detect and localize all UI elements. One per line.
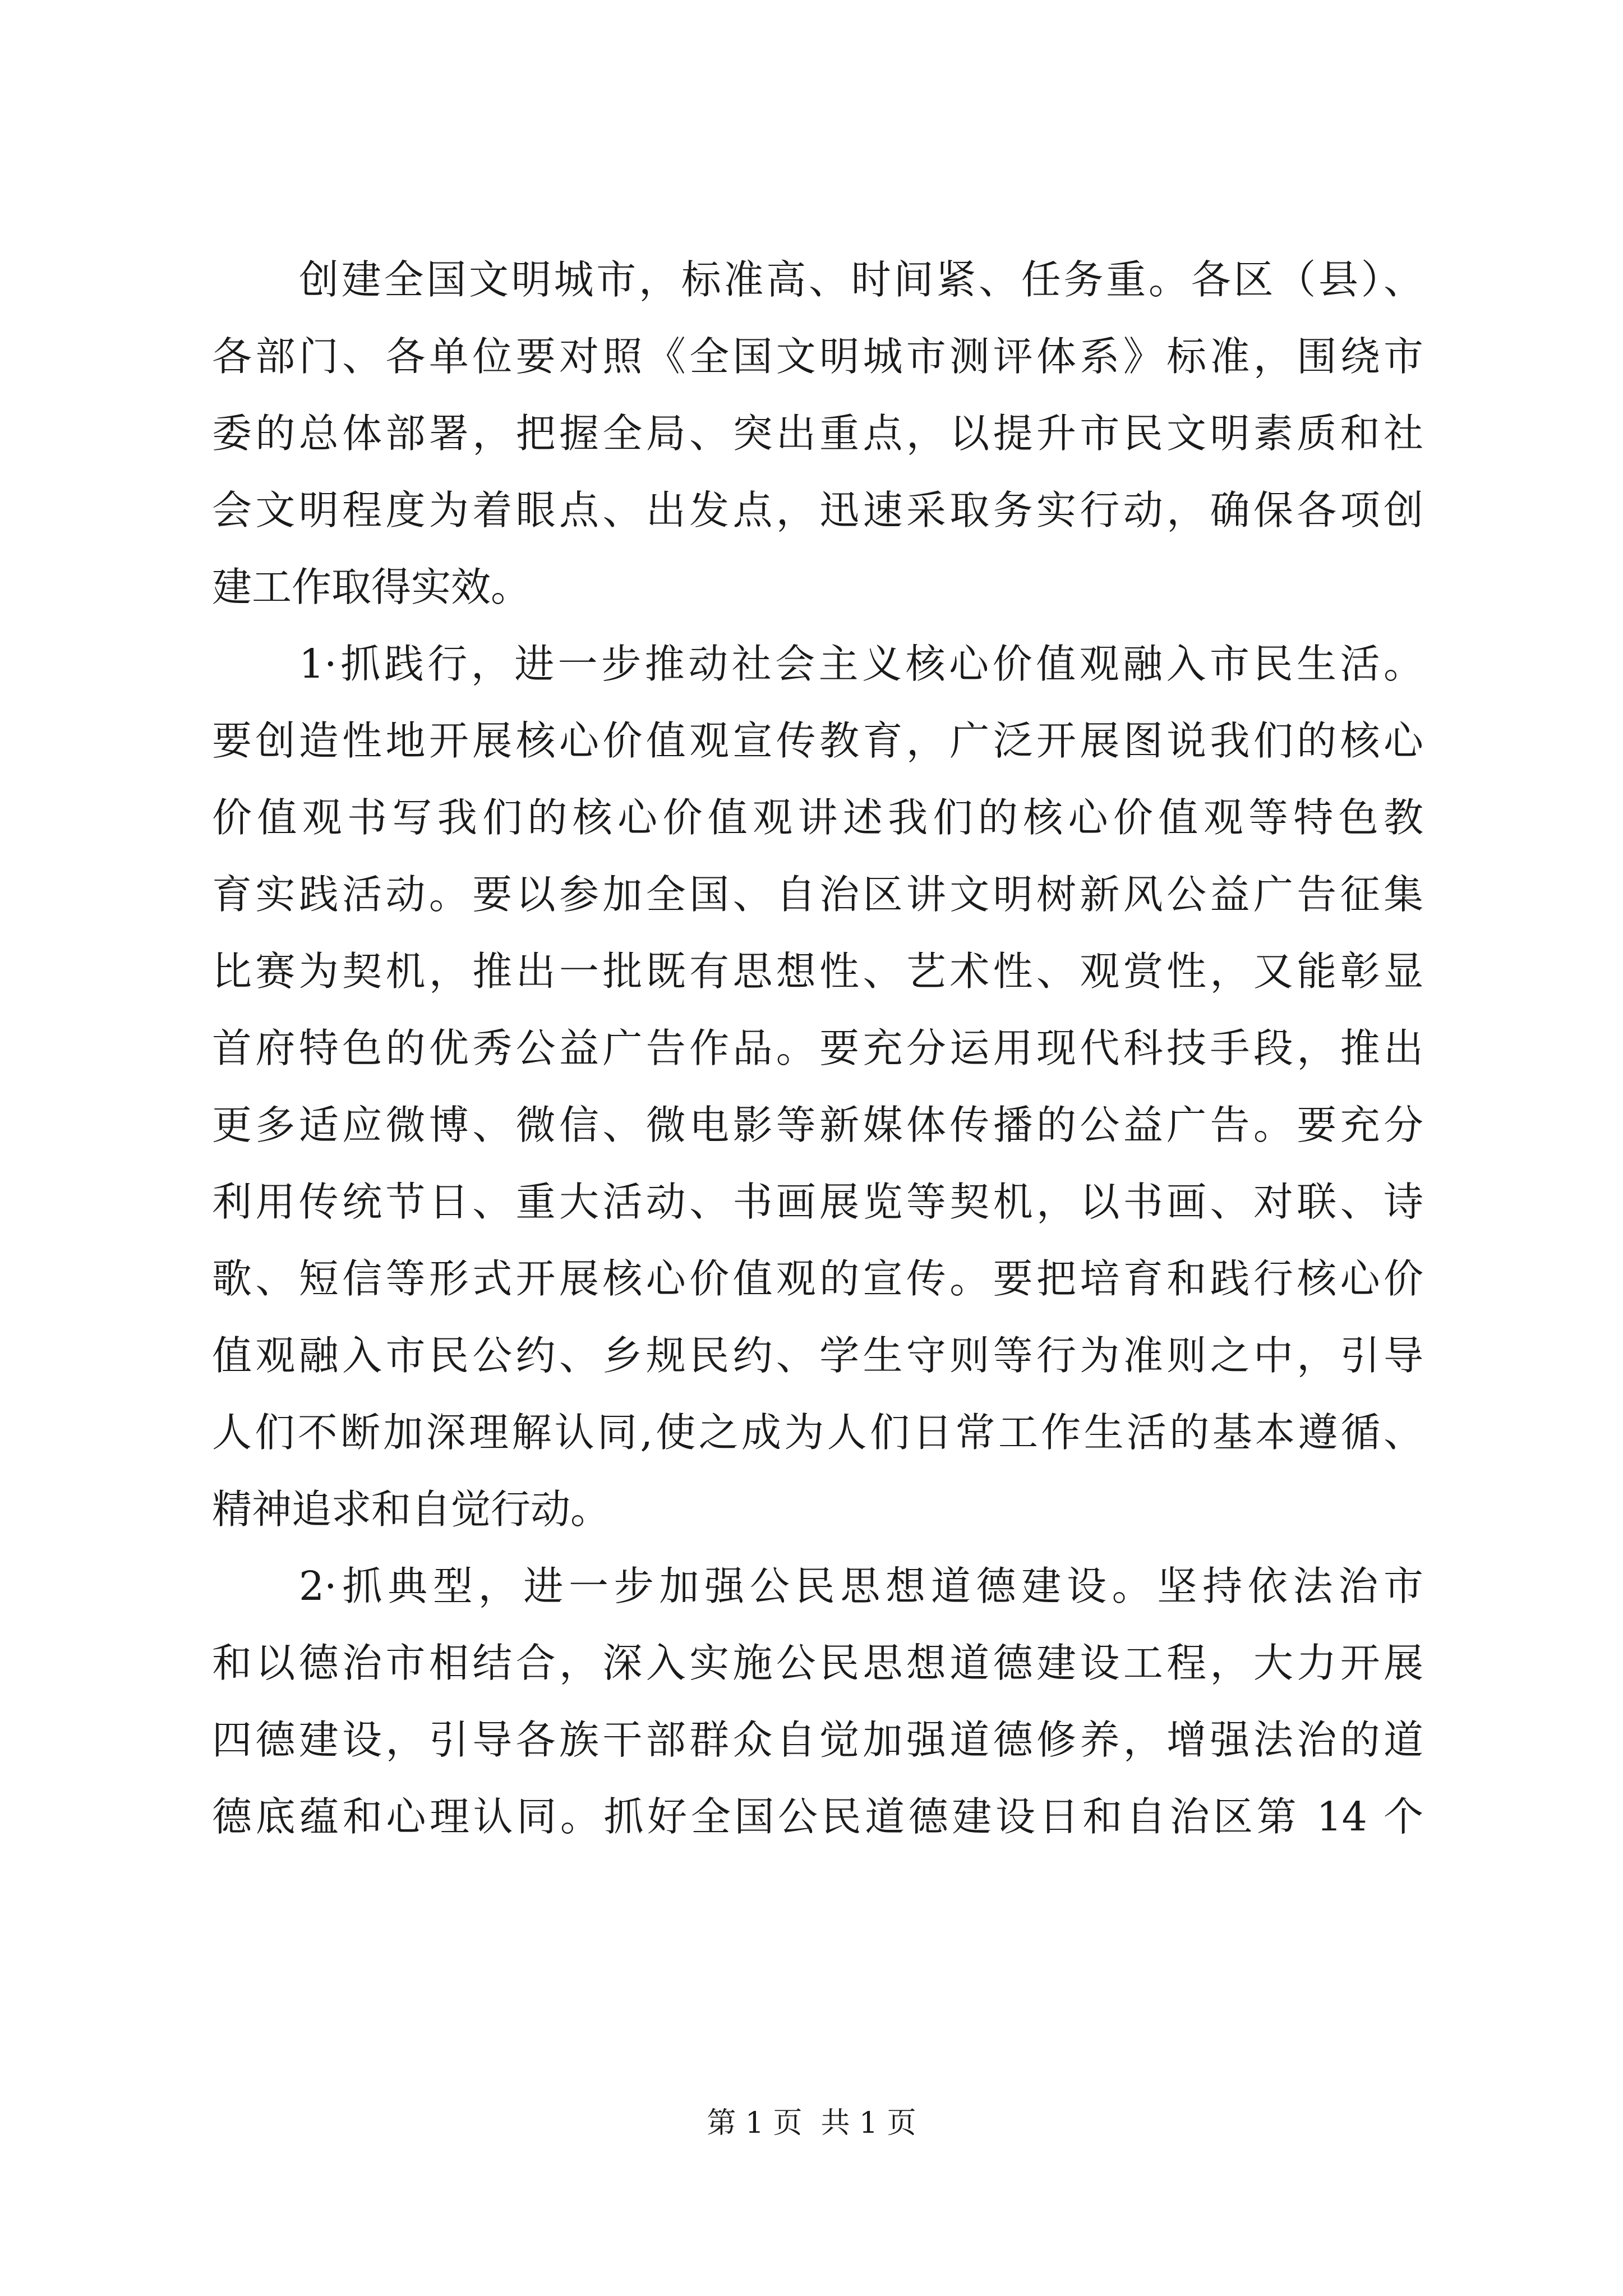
paragraph-line: 1·抓践行，进一步推动社会主义核心价值观融入市民生活。	[299, 641, 1423, 687]
paragraph-line: 各部门、各单位要对照《全国文明城市测评体系》标准，围绕市	[212, 333, 1423, 380]
paragraph-line: 四德建设，引导各族干部群众自觉加强道德修养，增强法治的道	[212, 1717, 1423, 1763]
paragraph-line: 德底蕴和心理认同。抓好全国公民道德建设日和自治区第 14 个	[212, 1793, 1423, 1840]
paragraph-line: 育实践活动。要以参加全国、自治区讲文明树新风公益广告征集	[212, 871, 1423, 918]
paragraph-line: 更多适应微博、微信、微电影等新媒体传播的公益广告。要充分	[212, 1102, 1423, 1148]
paragraph-line: 人们不断加深理解认同,使之成为人们日常工作生活的基本遵循、	[212, 1409, 1423, 1456]
paragraph-line: 要创造性地开展核心价值观宣传教育，广泛开展图说我们的核心	[212, 717, 1423, 764]
page-number-footer: 第 1 页 共 1 页	[707, 2106, 916, 2140]
paragraph-line: 价值观书写我们的核心价值观讲述我们的核心价值观等特色教	[212, 794, 1423, 841]
paragraph-line: 2·抓典型，进一步加强公民思想道德建设。坚持依法治市	[299, 1563, 1423, 1609]
paragraph-line: 和以德治市相结合，深入实施公民思想道德建设工程，大力开展	[212, 1640, 1423, 1686]
document-body	[212, 241, 1423, 1855]
paragraph-line: 比赛为契机，推出一批既有思想性、艺术性、观赏性，又能彰显	[212, 948, 1423, 995]
paragraph-line: 精神追求和自觉行动。	[212, 1486, 611, 1533]
paragraph-line: 委的总体部署，把握全局、突出重点，以提升市民文明素质和社	[212, 410, 1423, 457]
paragraph-line: 建工作取得实效。	[212, 564, 531, 610]
paragraph-line: 歌、短信等形式开展核心价值观的宣传。要把培育和践行核心价	[212, 1255, 1423, 1302]
paragraph-line: 会文明程度为着眼点、出发点，迅速采取务实行动，确保各项创	[212, 487, 1423, 533]
paragraph-line: 创建全国文明城市，标准高、时间紧、任务重。各区（县）、	[299, 256, 1423, 303]
paragraph-line: 首府特色的优秀公益广告作品。要充分运用现代科技手段，推出	[212, 1025, 1423, 1071]
paragraph-line: 利用传统节日、重大活动、书画展览等契机，以书画、对联、诗	[212, 1179, 1423, 1225]
paragraph-line: 值观融入市民公约、乡规民约、学生守则等行为准则之中，引导	[212, 1332, 1423, 1379]
